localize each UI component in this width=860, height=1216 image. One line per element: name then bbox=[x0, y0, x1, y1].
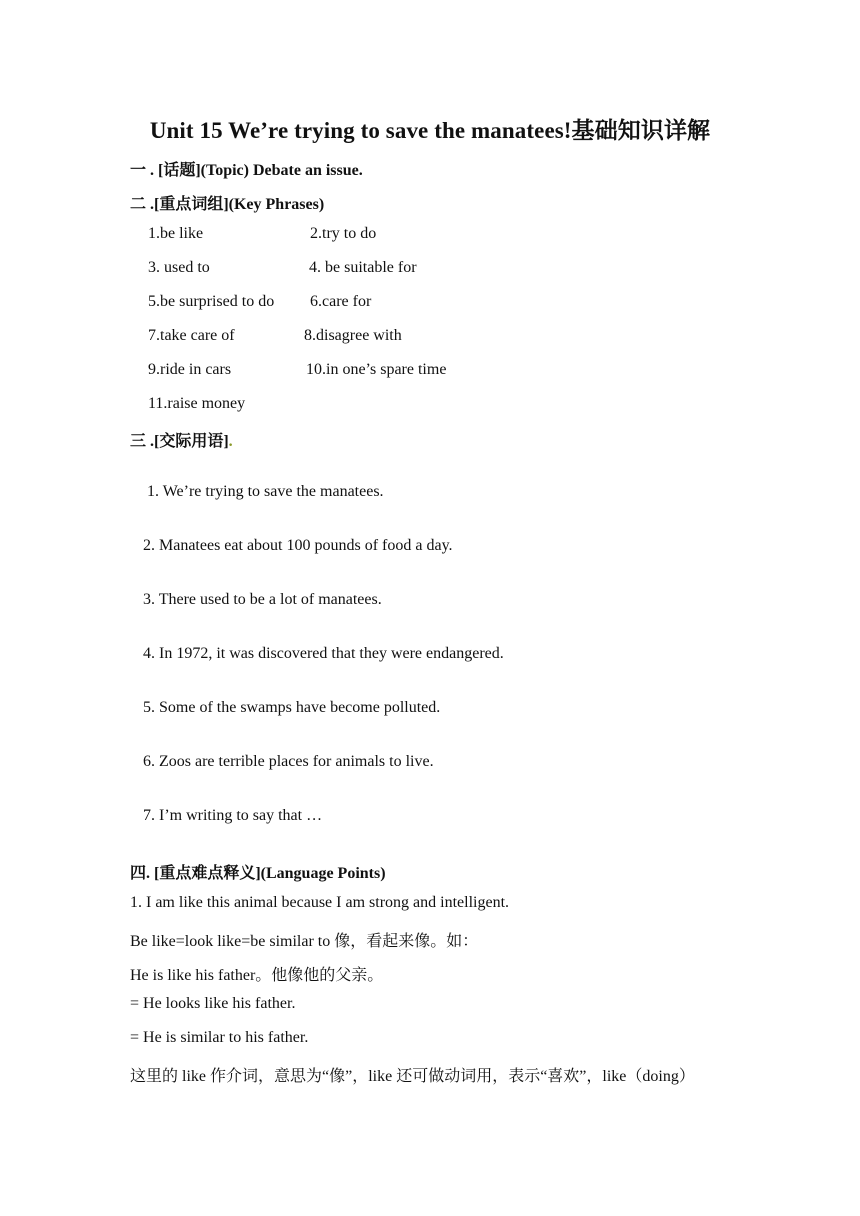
phrase-item: 8.disagree with bbox=[304, 327, 402, 344]
page-title: Unit 15 We’re trying to save the manatees!基础知识详解 bbox=[149, 118, 711, 143]
expression-sentence: 1. We’re trying to save the manatees. bbox=[147, 483, 384, 500]
phrase-item: 1.be like bbox=[148, 225, 204, 242]
phrase-item: 10.in one’s spare time bbox=[306, 361, 447, 378]
expression-sentence: 6. Zoos are terrible places for animals to live. bbox=[143, 753, 434, 770]
phrase-item: 6.care for bbox=[310, 293, 372, 310]
phrase-item: 2.try to do bbox=[310, 225, 377, 242]
language-point-line: Be like=look like=be similar to 像，看起来像。如： bbox=[130, 933, 479, 950]
expression-sentence: 2. Manatees eat about 100 pounds of food a day. bbox=[143, 537, 453, 554]
section-key-phrases-heading: 二 .[重点词组](Key Phrases) bbox=[130, 196, 325, 213]
language-point-line: 1. I am like this animal because I am strong and intelligent. bbox=[130, 894, 510, 911]
section-language-points-heading: 四. [重点难点释义](Language Points) bbox=[130, 865, 386, 882]
section-expressions-mark: . bbox=[228, 433, 233, 450]
phrase-item: 7.take care of bbox=[148, 327, 235, 344]
section-topic-heading: 一 . [话题](Topic) Debate an issue. bbox=[130, 162, 363, 179]
section-expressions-heading bbox=[130, 428, 233, 451]
expression-sentence: 7. I’m writing to say that … bbox=[143, 807, 323, 824]
language-point-line: 这里的 like 作介词，意思为“像”，like 还可做动词用，表示“喜欢”，like（doing） bbox=[130, 1068, 695, 1085]
phrase-item: 3. used to bbox=[148, 259, 210, 276]
expression-sentence: 3. There used to be a lot of manatees. bbox=[143, 591, 382, 608]
expression-sentence: 4. In 1972, it was discovered that they were endangered. bbox=[143, 645, 504, 662]
phrase-item: 4. be suitable for bbox=[309, 259, 417, 276]
language-point-line: = He is similar to his father. bbox=[130, 1029, 309, 1046]
expression-sentence: 5. Some of the swamps have become polluted. bbox=[143, 699, 441, 716]
language-point-line: He is like his father。他像他的父亲。 bbox=[130, 967, 384, 984]
language-point-line: = He looks like his father. bbox=[130, 995, 296, 1012]
phrase-item: 9.ride in cars bbox=[148, 361, 232, 378]
phrase-item: 5.be surprised to do bbox=[148, 293, 275, 310]
section-expressions-heading-text: 三 .[交际用语] bbox=[130, 433, 229, 450]
phrase-item: 11.raise money bbox=[148, 395, 246, 412]
